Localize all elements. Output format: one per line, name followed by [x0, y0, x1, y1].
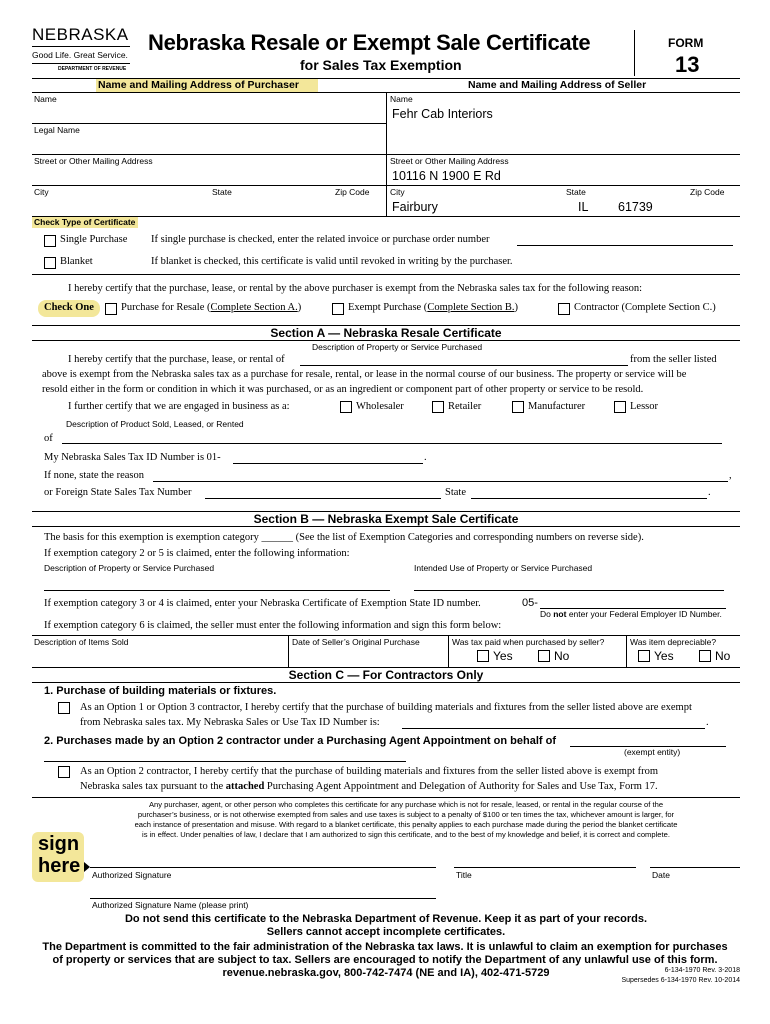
supersedes: Supersedes 6-134-1970 Rev. 10-2014	[621, 977, 740, 984]
seller-state-label: State	[566, 187, 586, 197]
blanket-label: Blanket	[60, 256, 93, 267]
option-1-3-text-b: from Nebraska sales tax. My Nebraska Sales or Use Tax ID Number is:	[80, 717, 380, 728]
lessor-checkbox[interactable]	[614, 401, 626, 413]
seller-zip-value[interactable]: 61739	[618, 200, 653, 214]
depreciable-no-checkbox[interactable]	[699, 650, 711, 662]
date-label: Date	[652, 870, 670, 880]
b-desc-label: Description of Property or Service Purchased	[44, 563, 215, 573]
seller-street-value[interactable]: 10116 N 1900 E Rd	[392, 169, 501, 183]
foreign-number-field[interactable]	[205, 498, 441, 499]
section-c-item1: 1. Purchase of building materials or fixtures.	[44, 685, 277, 697]
foreign-label: or Foreign State Sales Tax Number	[44, 487, 192, 498]
category-3-4-text: If exemption category 3 or 4 is claimed, enter your Nebraska Certificate of Exemption State ID number.	[44, 598, 481, 609]
category-6-text: If exemption category 6 is claimed, the seller must enter the following information and sign this form below:	[44, 620, 502, 631]
penalty-line-4: is in effect. Under penalties of law, I declare that I am authorized to sign this certificate, and to the best of my knowledge and belief, it is correct and complete.	[142, 830, 670, 839]
check-one-label: Check One	[44, 302, 94, 313]
purchaser-name-label: Name	[34, 94, 57, 104]
here-label: here	[38, 855, 81, 877]
logo	[32, 26, 132, 74]
option-1-3-checkbox[interactable]	[58, 702, 70, 714]
tax-paid-yes-checkbox[interactable]	[477, 650, 489, 662]
footer-notice	[32, 913, 740, 939]
logo-dept: DEPARTMENT OF REVENUE	[58, 66, 127, 72]
option-2-text-b: Nebraska sales tax pursuant to the attached Purchasing Agent Appointment and Delegation of Authority for Sales and Use Tax, Form 17.	[80, 781, 658, 792]
cert-type-label: Check Type of Certificate	[34, 217, 136, 227]
single-purchase-checkbox[interactable]	[44, 235, 56, 247]
purchaser-street-label: Street or Other Mailing Address	[34, 156, 153, 166]
footer-contact: revenue.nebraska.gov, 800-742-7474 (NE and IA), 402-471-5729	[222, 967, 550, 979]
blanket-text: If blanket is checked, this certificate is valid until revoked in writing by the purchaser.	[151, 256, 513, 267]
if-none-label: If none, state the reason	[44, 470, 145, 481]
reason-field[interactable]	[153, 481, 728, 482]
contractor-tax-id-period: .	[706, 717, 709, 728]
option-2-text-a: As an Option 2 contractor, I hereby certify that the purchase of building materials and fixtures from the seller listed above is exempt from	[80, 766, 659, 777]
section-a-line1-end: from the seller listed	[630, 354, 717, 365]
seller-name-value[interactable]: Fehr Cab Interiors	[392, 107, 493, 121]
foreign-period: .	[708, 487, 711, 498]
revision-number: 6-134-1970 Rev. 3-2018	[664, 967, 740, 974]
authorized-signature-field[interactable]	[90, 846, 436, 867]
logo-tagline: Good Life. Great Service.	[32, 50, 128, 60]
product-desc-field[interactable]	[62, 443, 722, 444]
seller-name-label: Name	[390, 94, 413, 104]
contractor-checkbox[interactable]	[558, 303, 570, 315]
logo-state: NEBRASKA	[32, 25, 129, 44]
exempt-entity-label: (exempt entity)	[624, 747, 681, 757]
tax-id-period: .	[424, 452, 427, 463]
title-field[interactable]	[454, 846, 636, 867]
certify-statement: I hereby certify that the purchase, lease, or rental by the above purchaser is exempt from the Nebraska sales tax for the following reason:	[68, 283, 643, 294]
seller-city-value[interactable]: Fairbury	[392, 200, 438, 214]
foreign-state-label: State	[445, 487, 466, 498]
b-desc-field[interactable]	[44, 590, 390, 591]
section-a-line2: above is exempt from the Nebraska sales tax as a purchase for resale, rental, or lease in the normal course of our business. The property or service will be	[42, 369, 687, 380]
retailer-label: Retailer	[448, 401, 482, 412]
seller-city-label: City	[390, 187, 405, 197]
depreciable-yes-label: Yes	[654, 649, 674, 663]
invoice-number-field[interactable]	[517, 245, 733, 246]
exempt-purchase-checkbox[interactable]	[332, 303, 344, 315]
purchaser-state-label: State	[212, 187, 232, 197]
authorized-name-field[interactable]	[90, 882, 436, 898]
purchaser-zip-label: Zip Code	[335, 187, 370, 197]
contractor-tax-id-field[interactable]	[402, 728, 705, 729]
page-title: Nebraska Resale or Exempt Sale Certificate	[148, 30, 591, 55]
reason-comma: ,	[729, 470, 732, 481]
section-c-title: Section C — For Contractors Only	[288, 668, 484, 682]
section-b-title: Section B — Nebraska Exempt Sale Certificate	[253, 512, 519, 526]
section-a-line1: I hereby certify that the purchase, lease, or rental of	[68, 354, 285, 365]
product-desc-label: Description of Product Sold, Leased, or Rented	[66, 419, 244, 429]
tax-paid-no-checkbox[interactable]	[538, 650, 550, 662]
footer-line-2: Sellers cannot accept incomplete certificates.	[266, 926, 506, 938]
section-a-line3: resold either in the form or condition in which it was purchased, or as an ingredient or component part of other property or service to be resold.	[42, 384, 644, 395]
b-intended-label: Intended Use of Property or Service Purchased	[414, 563, 593, 573]
penalty-line-1: Any purchaser, agent, or other person who completes this certificate for any purchase which is not for resale, leased, or rental in the regular course of the	[148, 800, 664, 809]
single-purchase-label: Single Purchase	[60, 234, 128, 245]
section-a-property-field[interactable]	[300, 365, 628, 366]
of-label: of	[44, 433, 53, 444]
blanket-checkbox[interactable]	[44, 257, 56, 269]
category-2-5-text: If exemption category 2 or 5 is claimed, enter the following information:	[44, 548, 350, 559]
purchase-for-resale-option: Purchase for Resale (Complete Section A.)	[121, 302, 302, 313]
section-c-item2: 2. Purchases made by an Option 2 contractor under a Purchasing Agent Appointment on behalf of	[44, 735, 556, 747]
fein-note: Do not enter your Federal Employer ID Number.	[540, 609, 722, 619]
foreign-state-field[interactable]	[471, 498, 707, 499]
tax-id-label: My Nebraska Sales Tax ID Number is 01-	[44, 452, 221, 463]
footer-line-3: The Department is committed to the fair administration of the Nebraska tax laws. It is unlawful to claim an exemption for purchases	[42, 941, 728, 953]
manufacturer-checkbox[interactable]	[512, 401, 524, 413]
exemption-basis: The basis for this exemption is exemption category ______ (See the list of Exemption Categories and corresponding numbers on reverse side).	[44, 532, 644, 543]
section-a-title: Section A — Nebraska Resale Certificate	[270, 326, 502, 340]
form-label: FORM	[668, 36, 704, 50]
option-2-checkbox[interactable]	[58, 766, 70, 778]
seller-header-text: Name and Mailing Address of Seller	[468, 79, 647, 91]
page-subtitle: for Sales Tax Exemption	[300, 57, 462, 73]
footer-statement	[20, 941, 750, 967]
title-label: Title	[456, 870, 472, 880]
tax-id-field[interactable]	[233, 463, 423, 464]
purchaser-header-text: Name and Mailing Address of Purchaser	[98, 79, 299, 91]
contractor-option: Contractor (Complete Section C.)	[574, 302, 716, 313]
engaged-statement: I further certify that we are engaged in business as a:	[68, 401, 290, 412]
wholesaler-checkbox[interactable]	[340, 401, 352, 413]
sign-label: sign	[38, 833, 80, 855]
state-id-prefix: 05-	[522, 597, 538, 609]
seller-zip-label: Zip Code	[690, 187, 725, 197]
lessor-label: Lessor	[630, 401, 658, 412]
section-a-desc-label: Description of Property or Service Purchased	[312, 342, 483, 352]
purchase-for-resale-checkbox[interactable]	[105, 303, 117, 315]
purchaser-legal-name-label: Legal Name	[34, 125, 80, 135]
date-field[interactable]	[650, 846, 740, 867]
seller-state-value[interactable]: IL	[578, 200, 589, 214]
footer-line-4: of property or services that are subject to tax. Sellers are encouraged to notify the Department of any unlawful use of this form.	[52, 954, 718, 966]
penalty-line-3: each instance of presentation and misuse. With regard to a blanket certificate, this penalty applies to each purchase made during the period the blanket certificate	[134, 820, 678, 829]
tax-paid-no-label: No	[554, 649, 570, 663]
form-number: 13	[675, 52, 700, 77]
authorized-signature-label: Authorized Signature	[92, 870, 172, 880]
tax-paid-header: Was tax paid when purchased by seller?	[452, 637, 605, 647]
purchaser-city-label: City	[34, 187, 49, 197]
penalty-line-2: purchaser’s business, or is not otherwise exempted from sales and use taxes is subject to a penalty of $100 or ten times the tax, whichever amount is larger, for	[137, 810, 675, 819]
depreciable-yes-checkbox[interactable]	[638, 650, 650, 662]
single-purchase-text: If single purchase is checked, enter the related invoice or purchase order number	[151, 234, 490, 245]
retailer-checkbox[interactable]	[432, 401, 444, 413]
depreciable-header: Was item depreciable?	[630, 637, 717, 647]
original-purchase-header: Date of Seller’s Original Purchase	[292, 637, 420, 647]
manufacturer-label: Manufacturer	[528, 401, 586, 412]
option-1-3-text-a: As an Option 1 or Option 3 contractor, I hereby certify that the purchase of building materials and fixtures from the seller listed above are exempt	[80, 702, 692, 713]
seller-street-label: Street or Other Mailing Address	[390, 156, 509, 166]
items-sold-header: Description of Items Sold	[34, 637, 129, 647]
exempt-purchase-option: Exempt Purchase (Complete Section B.)	[348, 302, 519, 313]
footer-line-1: Do not send this certificate to the Nebraska Department of Revenue. Keep it as part of your records.	[124, 913, 647, 925]
tax-paid-yes-label: Yes	[493, 649, 513, 663]
b-intended-field[interactable]	[414, 590, 724, 591]
authorized-name-label: Authorized Signature Name (please print)	[92, 900, 249, 910]
depreciable-no-label: No	[715, 649, 731, 663]
wholesaler-label: Wholesaler	[356, 401, 404, 412]
penalty-text	[86, 800, 726, 840]
exempt-entity-field-2[interactable]	[44, 761, 406, 762]
